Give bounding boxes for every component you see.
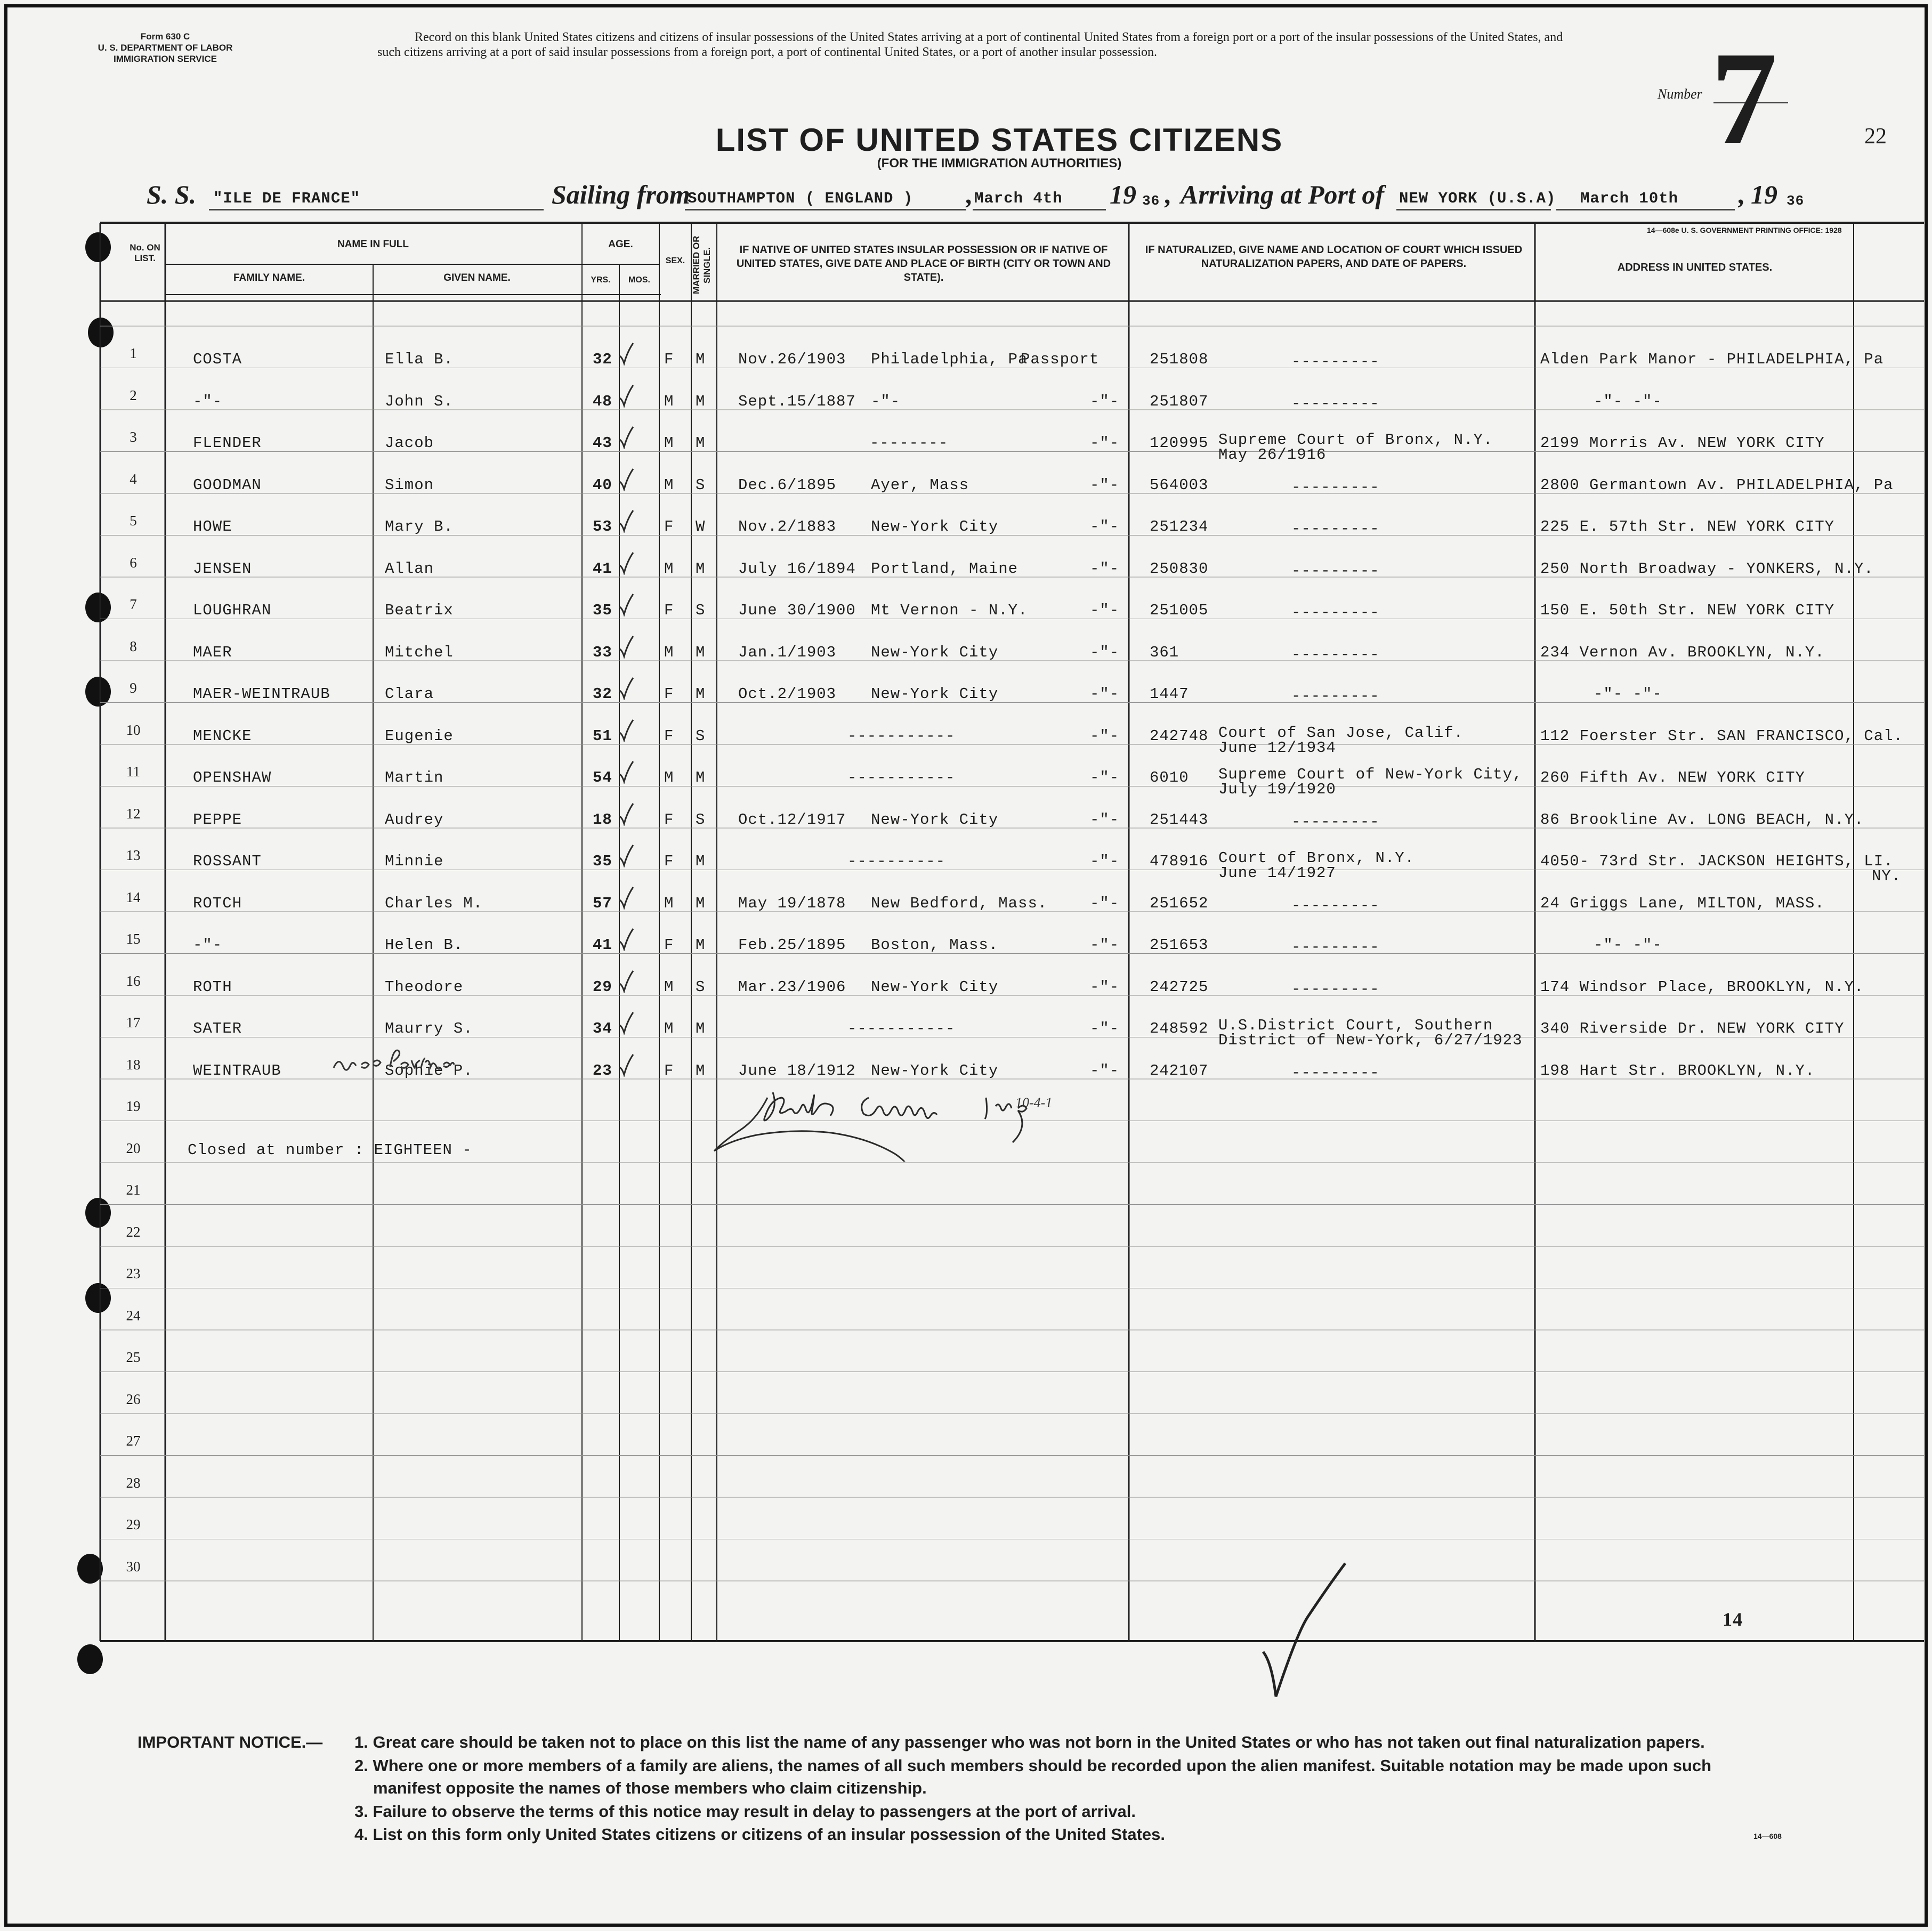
age-years: 34 bbox=[593, 1020, 612, 1037]
birth-date: Feb.25/1895 bbox=[738, 936, 846, 954]
age-years: 35 bbox=[593, 602, 612, 619]
passport-label: -"- bbox=[1090, 434, 1120, 452]
passport-label: -"- bbox=[1090, 853, 1120, 870]
given-name: Helen B. bbox=[385, 936, 464, 954]
sex: M bbox=[664, 643, 674, 661]
naturalization-none: --------- bbox=[1291, 938, 1380, 956]
birth-date: Oct.2/1903 bbox=[738, 685, 837, 703]
check-mark-icon bbox=[618, 592, 634, 616]
notice-heading: IMPORTANT NOTICE.— bbox=[138, 1733, 323, 1751]
sex: F bbox=[664, 810, 674, 829]
family-name: LOUGHRAN bbox=[193, 602, 272, 619]
check-mark-icon bbox=[618, 508, 634, 533]
age-years: 32 bbox=[593, 351, 612, 368]
sex: M bbox=[664, 1020, 674, 1037]
list-number: 7 bbox=[1711, 25, 1777, 172]
passport-label: -"- bbox=[1090, 602, 1120, 619]
header-name-in-full: NAME IN FULL bbox=[337, 239, 409, 250]
marital-status: M bbox=[696, 643, 706, 661]
given-name: Simon bbox=[385, 476, 434, 494]
naturalization-court: U.S.District Court, Southern bbox=[1218, 1017, 1493, 1034]
row-number: 4 bbox=[130, 470, 137, 487]
check-mark-icon bbox=[618, 1052, 634, 1077]
passport-label: -"- bbox=[1090, 810, 1120, 829]
passport-number: 564003 bbox=[1150, 476, 1209, 494]
given-name: Martin bbox=[385, 769, 444, 786]
approval-check-mark bbox=[1252, 1561, 1412, 1721]
row-number: 13 bbox=[126, 847, 141, 863]
naturalization-none: --------- bbox=[1291, 478, 1380, 496]
row-number: 26 bbox=[126, 1391, 141, 1407]
sex: M bbox=[664, 559, 674, 578]
family-name: COSTA bbox=[193, 351, 242, 368]
marital-status: S bbox=[696, 978, 706, 996]
passport-number: 242748 bbox=[1150, 727, 1209, 745]
passport-number: 251807 bbox=[1150, 392, 1209, 410]
address: 4050- 73rd Str. JACKSON HEIGHTS, LI. bbox=[1540, 853, 1894, 870]
birth-place: Ayer, Mass bbox=[871, 476, 969, 494]
passport-number: 120995 bbox=[1150, 434, 1209, 452]
address: 234 Vernon Av. BROOKLYN, N.Y. bbox=[1540, 643, 1825, 661]
signature-code: 10-4-1 bbox=[1015, 1095, 1053, 1110]
birth-date: Dec.6/1895 bbox=[738, 476, 837, 494]
closed-note: Closed at number : EIGHTEEN - bbox=[188, 1141, 472, 1159]
notice-item-1: 1. Great care should be taken not to place on this list the name of any passenger who was not born in the United States or who has not taken out final naturalization papers. bbox=[354, 1733, 1705, 1751]
arrival-year: 36 bbox=[1787, 193, 1805, 209]
manifest-page: Form 630 C U. S. DEPARTMENT OF LABOR IMMIGRATION SERVICE Record on this blank United States citizens and citizens of insular possessions of the United States arriving at a port of continental United States from a foreign port or a port of the insular possessions of the United States, and such citizens arriving at a port of said insular possessions from a foreign port, a port of continental United States, or a port of another insular possession. Number 7 22 LIST OF UNITED STATES CITIZENS (FOR THE IMMIGRATION AUTHORITIES) S. S. "ILE DE FRANCE" Sailing from SOUTHAMPTON ( ENGLAND ) , March 4th 19 36 , Arriving at Port of NEW YORK (U.S.A) March 10th , 19 36 14—608e U. S. GOVERNMENT PRINTING OFFICE: 1928 No. ON LIST. NAME IN FULL FAMILY NAME. GIVEN NAME. AGE. YRS. MOS. SEX. MARRIED OR SINGLE. IF NATIVE OF UNITED STATES INSULAR POSSESSION OR IF NATIVE OF UNITED STATES, GIVE DATE AND PLACE OF BIRTH (CITY OR TOWN AND STATE). IF NATURALIZED, GIVE NAME AND LOCATION OF COURT WHICH ISSUED NATURALIZATION PAPERS, AND DATE OF PAPERS. ADDRESS IN UNITED STATES. 1 2 3 4 5 6 7 8 9 10 11 12 13 14 15 16 17 18 19 20 21 22 23 24 25 26 27 28 29 30 COSTA Ella B. 32 F M Nov.26/1903 Philadelphia, Pa Passport 251808 --------- Alden Park Manor - PHILADELPHIA, Pa -"- John S. 48 M M Sept.15/1887 -"- -"- 251807 --------- -"- -"- FLENDER Jacob 43 M M -------- -"- 120995 Supreme Court of Bronx, N.Y. May 26/1916 2199 Morris Av. NEW YORK CITY GOODMAN Simon 40 M S Dec.6/1895 Ayer, Mass -"- 564003 --------- 2800 Germantown Av. PHILADELPHIA, Pa HOWE Mary B. 53 F W Nov.2/1883 New-York City -"- 251234 --------- 225 E. 57th Str. NEW YORK CITY JENSEN Allan 41 M M July 16/1894 Portland, Maine -"- 250830 --------- 250 North Broadway - YONKERS, N.Y. LOUGHRAN Beatrix 35 F S June 30/1900 Mt Vernon - N.Y. -"- 251005 --------- 150 E. 50th Str. NEW YORK CITY MAER Mitchel 33 M M Jan.1/1903 New-York City -"- 361 --------- 234 Vernon Av. BROOKLYN, N.Y. MAER-WEINTRAUB Clara 32 F M Oct.2/1903 New-York City -"- 1447 --------- -"- -"- MENCKE Eugenie 51 F S ----------- -"- 242748 Court of San Jose, Calif. June 12/1934 112 Foerster Str. SAN FRANCISCO, Cal. OPENSHAW Martin 54 M M ----------- -"- 6010 Supreme Court of New-York City, July 19/1920 260 Fifth Av. NEW YORK CITY PEPPE Audrey 18 F S Oct.12/1917 New-York City -"- 251443 --------- 86 Brookline Av. LONG BEACH, N.Y. ROSSANT Minnie 35 F M ---------- -"- 478916 Court of Bronx, N.Y. June 14/1927 4050- 73rd Str. JACKSON HEIGHTS, LI. NY. ROTCH Charles M. 57 M M May 19/1878 New Bedford, Mass. -"- 251652 --------- 24 Griggs Lane, MILTON, MASS. -"- Helen B. 41 F M Feb.25/1895 Boston, Mass. -"- 251653 --------- -"- -"- ROTH Theodore 29 M S Mar.23/1906 New-York City -"- 242725 --------- 174 Windsor Place, BROOKLYN, N.Y. SATER Maurry S. 34 M M ----------- -"- 248592 U.S.District Court, Southern District of New-York, 6/27/1923 340 Riverside Dr. NEW YORK CITY WEINTRAUB Sophie P. 23 F M June 18/1912 New-York City -"- 242107 --------- 198 Hart Str. BROOKLYN, N.Y. Closed at number : EIGHTEEN - 10-4-1 14 IMPORTANT NOTICE.— 1. Great care should be taken not to place on this list the name of any passenger who was not born in the United States or who has not taken out final naturalization papers. 2. Where one or more members of a family are aliens, the names of all such members should be recorded upon the alien manifest. Suitable notation may be made upon such manifest opposite the names of those members who claim citizenship. 3. Failure to observe the terms of this notice may result in delay to passengers at the port of arrival. 4. List on this form only United States citizens or citizens of an insular possession of the United States. 14—608 bbox=[0, 0, 1932, 1931]
sex: F bbox=[664, 602, 674, 619]
address: 340 Riverside Dr. NEW YORK CITY bbox=[1540, 1020, 1845, 1037]
address: 24 Griggs Lane, MILTON, MASS. bbox=[1540, 894, 1825, 912]
sex: F bbox=[664, 936, 674, 954]
row-number: 24 bbox=[126, 1307, 141, 1324]
passport-label: -"- bbox=[1090, 518, 1120, 536]
birth-place: -------- bbox=[870, 434, 949, 452]
age-years: 53 bbox=[593, 518, 612, 536]
row-number: 11 bbox=[126, 764, 140, 780]
birth-place: New-York City bbox=[871, 810, 999, 829]
marital-status: W bbox=[696, 518, 706, 536]
sex: M bbox=[664, 392, 674, 410]
row-number: 15 bbox=[126, 931, 141, 947]
marital-status: M bbox=[696, 351, 706, 368]
page-tally: 14 bbox=[1723, 1609, 1743, 1630]
print-code-bottom: 14—608 bbox=[1753, 1832, 1782, 1840]
family-name: MAER bbox=[193, 643, 232, 661]
marital-status: M bbox=[696, 936, 706, 954]
check-mark-icon bbox=[618, 843, 634, 867]
birth-date: Mar.23/1906 bbox=[738, 978, 846, 996]
naturalization-none: --------- bbox=[1291, 562, 1380, 580]
given-name: Maurry S. bbox=[385, 1020, 473, 1037]
naturalization-none: --------- bbox=[1291, 980, 1380, 998]
row-number: 6 bbox=[130, 554, 137, 571]
naturalization-none: --------- bbox=[1291, 1064, 1380, 1082]
birth-date: Jan.1/1903 bbox=[738, 643, 837, 661]
passport-number: 478916 bbox=[1150, 853, 1209, 870]
family-name: SATER bbox=[193, 1020, 242, 1037]
given-name: Minnie bbox=[385, 853, 444, 870]
row-number: 19 bbox=[126, 1098, 141, 1114]
notice-item-3: 3. Failure to observe the terms of this notice may result in delay to passengers at the port of arrival. bbox=[354, 1802, 1136, 1821]
family-name: PEPPE bbox=[193, 810, 242, 829]
naturalization-none: --------- bbox=[1291, 394, 1380, 412]
passport-number: 251005 bbox=[1150, 602, 1209, 619]
family-name: -"- bbox=[193, 936, 223, 954]
passport-label: -"- bbox=[1090, 685, 1120, 703]
birth-place: Boston, Mass. bbox=[871, 936, 999, 954]
row-number: 28 bbox=[126, 1474, 141, 1491]
birth-place: Mt Vernon - N.Y. bbox=[871, 602, 1028, 619]
given-name: Theodore bbox=[385, 978, 464, 996]
age-years: 18 bbox=[593, 810, 612, 829]
ss-label: S. S. bbox=[147, 180, 197, 209]
address: 250 North Broadway - YONKERS, N.Y. bbox=[1540, 559, 1874, 578]
given-name: Beatrix bbox=[385, 602, 454, 619]
birth-date: July 16/1894 bbox=[738, 559, 856, 578]
marital-status: M bbox=[696, 392, 706, 410]
header-yrs: YRS. bbox=[591, 275, 611, 285]
row-number: 18 bbox=[126, 1056, 141, 1073]
birth-place: Portland, Maine bbox=[871, 559, 1018, 578]
address: 225 E. 57th Str. NEW YORK CITY bbox=[1540, 518, 1835, 536]
inspector-signature bbox=[704, 1082, 1183, 1162]
passport-label: -"- bbox=[1090, 769, 1120, 786]
check-mark-icon bbox=[618, 718, 634, 742]
passport-label: -"- bbox=[1090, 559, 1120, 578]
naturalization-none: --------- bbox=[1291, 353, 1380, 370]
sex: M bbox=[664, 434, 674, 452]
given-name: Charles M. bbox=[385, 894, 483, 912]
address: 174 Windsor Place, BROOKLYN, N.Y. bbox=[1540, 978, 1864, 996]
marital-status: M bbox=[696, 559, 706, 578]
header-given-name: GIVEN NAME. bbox=[443, 272, 511, 283]
marital-status: M bbox=[696, 769, 706, 786]
birth-place: New-York City bbox=[871, 978, 999, 996]
header-naturalized: IF NATURALIZED, GIVE NAME AND LOCATION OF COURT WHICH ISSUED NATURALIZATION PAPERS, AND DATE OF PAPERS. bbox=[1145, 244, 1523, 270]
row-number: 25 bbox=[126, 1349, 141, 1365]
birth-place: New-York City bbox=[871, 518, 999, 536]
passport-label: -"- bbox=[1090, 392, 1120, 410]
given-name: Clara bbox=[385, 685, 434, 703]
passport-number: 6010 bbox=[1150, 769, 1189, 786]
given-name: Mitchel bbox=[385, 643, 454, 661]
notice-item-2-continued: manifest opposite the names of those members who claim citizenship. bbox=[373, 1779, 927, 1797]
passport-number: 251808 bbox=[1150, 351, 1209, 368]
sex: F bbox=[664, 727, 674, 745]
notice-item-4: 4. List on this form only United States citizens or citizens of an insular possession of the United States. bbox=[354, 1825, 1165, 1844]
sex: M bbox=[664, 978, 674, 996]
check-mark-icon bbox=[618, 341, 634, 366]
margin-handwritten-note bbox=[330, 1046, 458, 1078]
row-number: 21 bbox=[126, 1182, 141, 1198]
passport-label: -"- bbox=[1090, 936, 1120, 954]
marital-status: M bbox=[696, 1061, 706, 1080]
page-title: LIST OF UNITED STATES CITIZENS bbox=[715, 122, 1283, 158]
naturalization-date: June 12/1934 bbox=[1218, 739, 1336, 757]
family-name: ROTCH bbox=[193, 894, 242, 912]
birth-place: ----------- bbox=[847, 1020, 956, 1037]
naturalization-none: --------- bbox=[1291, 687, 1380, 705]
naturalization-date: District of New-York, 6/27/1923 bbox=[1218, 1032, 1523, 1049]
header-family-name: FAMILY NAME. bbox=[233, 272, 305, 283]
row-number: 5 bbox=[130, 513, 137, 529]
family-name: ROTH bbox=[193, 978, 232, 996]
family-name: GOODMAN bbox=[193, 476, 262, 494]
naturalization-none: --------- bbox=[1291, 813, 1380, 831]
sex: F bbox=[664, 518, 674, 536]
check-mark-icon bbox=[618, 634, 634, 659]
family-name: HOWE bbox=[193, 518, 232, 536]
marital-status: M bbox=[696, 853, 706, 870]
notice-item-2: 2. Where one or more members of a family are aliens, the names of all such members should be recorded upon the alien manifest. Suitable notation may be made upon such bbox=[354, 1756, 1712, 1775]
header-native: IF NATIVE OF UNITED STATES INSULAR POSSESSION OR IF NATIVE OF UNITED STATES, GIVE DATE AND PLACE OF BIRTH (CITY OR TOWN AND STATE). bbox=[736, 244, 1111, 283]
header-age: AGE. bbox=[608, 239, 633, 250]
given-name: Ella B. bbox=[385, 351, 454, 368]
marital-status: M bbox=[696, 685, 706, 703]
sex: M bbox=[664, 894, 674, 912]
arrival-year-prefix: 19 bbox=[1751, 180, 1777, 209]
address: 198 Hart Str. BROOKLYN, N.Y. bbox=[1540, 1061, 1815, 1080]
birth-place: ----------- bbox=[847, 769, 956, 786]
given-name: John S. bbox=[385, 392, 454, 410]
row-number: 2 bbox=[130, 387, 137, 403]
form-number: Form 630 C bbox=[140, 31, 190, 42]
marital-status: S bbox=[696, 727, 706, 745]
passport-label: -"- bbox=[1090, 1020, 1120, 1037]
passport-label: -"- bbox=[1090, 476, 1120, 494]
passport-number: 361 bbox=[1150, 643, 1179, 661]
check-mark-icon bbox=[618, 383, 634, 408]
address: 112 Foerster Str. SAN FRANCISCO, Cal. bbox=[1540, 727, 1903, 745]
arrival-date: March 10th bbox=[1580, 190, 1679, 207]
passport-label: -"- bbox=[1090, 978, 1120, 996]
birth-date: Sept.15/1887 bbox=[738, 392, 856, 410]
row-number: 8 bbox=[130, 638, 137, 654]
service-name: IMMIGRATION SERVICE bbox=[114, 54, 217, 64]
age-years: 40 bbox=[593, 476, 612, 494]
naturalization-date: July 19/1920 bbox=[1218, 781, 1336, 798]
passport-number: 251443 bbox=[1150, 810, 1209, 829]
address: -"- -"- bbox=[1594, 936, 1662, 954]
row-number: 16 bbox=[126, 972, 141, 989]
naturalization-court: Court of San Jose, Calif. bbox=[1218, 724, 1464, 742]
check-mark-icon bbox=[618, 885, 634, 910]
row-number: 10 bbox=[126, 721, 141, 738]
age-years: 57 bbox=[593, 894, 612, 912]
row-number: 29 bbox=[126, 1516, 141, 1532]
ship-name: "ILE DE FRANCE" bbox=[213, 190, 361, 207]
birth-date: June 18/1912 bbox=[738, 1061, 856, 1080]
family-name: -"- bbox=[193, 392, 223, 410]
passport-number: 251653 bbox=[1150, 936, 1209, 954]
birth-date: May 19/1878 bbox=[738, 894, 846, 912]
given-name: Jacob bbox=[385, 434, 434, 452]
passport-label: -"- bbox=[1090, 894, 1120, 912]
department-name: U. S. DEPARTMENT OF LABOR bbox=[98, 43, 233, 53]
address: 260 Fifth Av. NEW YORK CITY bbox=[1540, 769, 1805, 786]
birth-place: New Bedford, Mass. bbox=[871, 894, 1048, 912]
passport-number: 250830 bbox=[1150, 559, 1209, 578]
row-number: 7 bbox=[130, 596, 137, 612]
birth-date: Nov.26/1903 bbox=[738, 351, 846, 368]
naturalization-court: Supreme Court of New-York City, bbox=[1218, 766, 1523, 783]
naturalization-none: --------- bbox=[1291, 645, 1380, 663]
birth-place: New-York City bbox=[871, 643, 999, 661]
family-name: MENCKE bbox=[193, 727, 252, 745]
sailing-label: Sailing from bbox=[552, 180, 690, 209]
naturalization-court: Supreme Court of Bronx, N.Y. bbox=[1218, 431, 1493, 449]
row-number: 23 bbox=[126, 1265, 141, 1281]
arriving-label: Arriving at Port of bbox=[1181, 180, 1384, 209]
sex: F bbox=[664, 853, 674, 870]
family-name: ROSSANT bbox=[193, 853, 262, 870]
passport-number: 251652 bbox=[1150, 894, 1209, 912]
sex: M bbox=[664, 769, 674, 786]
birth-date: Nov.2/1883 bbox=[738, 518, 837, 536]
print-code-top: 14—608e U. S. GOVERNMENT PRINTING OFFICE: 1928 bbox=[1647, 226, 1842, 234]
sailing-year: 36 bbox=[1142, 193, 1160, 209]
header-address: ADDRESS IN UNITED STATES. bbox=[1617, 262, 1773, 273]
naturalization-date: June 14/1927 bbox=[1218, 864, 1336, 882]
check-mark-icon bbox=[618, 801, 634, 826]
naturalization-date: May 26/1916 bbox=[1218, 446, 1327, 464]
address: Alden Park Manor - PHILADELPHIA, Pa bbox=[1540, 351, 1884, 368]
sailing-year-prefix: 19 bbox=[1110, 180, 1136, 209]
address: 150 E. 50th Str. NEW YORK CITY bbox=[1540, 602, 1835, 619]
birth-place: ----------- bbox=[847, 727, 956, 745]
passport-number: 251234 bbox=[1150, 518, 1209, 536]
check-mark-icon bbox=[618, 759, 634, 784]
birth-place: New-York City bbox=[871, 1061, 999, 1080]
passport-number: 1447 bbox=[1150, 685, 1189, 703]
passport-label: Passport bbox=[1021, 351, 1100, 368]
age-years: 29 bbox=[593, 978, 612, 996]
birth-place: New-York City bbox=[871, 685, 999, 703]
address: -"- -"- bbox=[1594, 392, 1662, 410]
given-name: Audrey bbox=[385, 810, 444, 829]
age-years: 35 bbox=[593, 853, 612, 870]
age-years: 51 bbox=[593, 727, 612, 745]
passport-label: -"- bbox=[1090, 643, 1120, 661]
check-mark-icon bbox=[618, 1010, 634, 1035]
marital-status: M bbox=[696, 894, 706, 912]
address: 2199 Morris Av. NEW YORK CITY bbox=[1540, 434, 1825, 452]
sheet-number: 22 bbox=[1864, 124, 1887, 149]
birth-place: -"- bbox=[871, 392, 901, 410]
given-name: Sophie P. bbox=[385, 1061, 473, 1080]
age-years: 23 bbox=[593, 1061, 612, 1080]
passport-label: -"- bbox=[1090, 1061, 1120, 1080]
family-name: FLENDER bbox=[193, 434, 262, 452]
passport-label: -"- bbox=[1090, 727, 1120, 745]
page-subtitle: (FOR THE IMMIGRATION AUTHORITIES) bbox=[877, 156, 1122, 171]
naturalization-none: --------- bbox=[1291, 604, 1380, 621]
row-number: 3 bbox=[130, 429, 137, 445]
naturalization-none: --------- bbox=[1291, 520, 1380, 538]
given-name: Eugenie bbox=[385, 727, 454, 745]
naturalization-court: Court of Bronx, N.Y. bbox=[1218, 849, 1415, 867]
address: 2800 Germantown Av. PHILADELPHIA, Pa bbox=[1540, 476, 1894, 494]
check-mark-icon bbox=[618, 550, 634, 575]
address-continued: NY. bbox=[1872, 867, 1902, 885]
row-number: 17 bbox=[126, 1015, 141, 1031]
family-name: WEINTRAUB bbox=[193, 1061, 281, 1080]
row-number: 22 bbox=[126, 1223, 141, 1240]
address: -"- -"- bbox=[1594, 685, 1662, 703]
family-name: JENSEN bbox=[193, 559, 252, 578]
marital-status: M bbox=[696, 1020, 706, 1037]
age-years: 41 bbox=[593, 559, 612, 578]
row-number: 30 bbox=[126, 1558, 141, 1575]
family-name: MAER-WEINTRAUB bbox=[193, 685, 330, 703]
given-name: Mary B. bbox=[385, 518, 454, 536]
arrival-port: NEW YORK (U.S.A) bbox=[1399, 190, 1556, 207]
sex: F bbox=[664, 685, 674, 703]
birth-place: ---------- bbox=[847, 853, 946, 870]
row-number: 14 bbox=[126, 889, 141, 905]
age-years: 54 bbox=[593, 769, 612, 786]
number-label: Number bbox=[1658, 86, 1702, 102]
header-sex: SEX. bbox=[665, 256, 685, 265]
header-mos: MOS. bbox=[628, 275, 650, 285]
sailing-date: March 4th bbox=[974, 190, 1063, 207]
marital-status: S bbox=[696, 476, 706, 494]
row-number: 9 bbox=[130, 680, 137, 696]
age-years: 43 bbox=[593, 434, 612, 452]
passport-number: 242725 bbox=[1150, 978, 1209, 996]
age-years: 32 bbox=[593, 685, 612, 703]
check-mark-icon bbox=[618, 927, 634, 951]
birth-date: Oct.12/1917 bbox=[738, 810, 846, 829]
passport-number: 248592 bbox=[1150, 1020, 1209, 1037]
marital-status: S bbox=[696, 810, 706, 829]
check-mark-icon bbox=[618, 969, 634, 993]
sex: F bbox=[664, 351, 674, 368]
row-number: 1 bbox=[130, 345, 137, 361]
passport-number: 242107 bbox=[1150, 1061, 1209, 1080]
given-name: Allan bbox=[385, 559, 434, 578]
header-married-single: MARRIED OR SINGLE. bbox=[691, 236, 712, 295]
age-years: 33 bbox=[593, 643, 612, 661]
header-no-on-list: No. ON LIST. bbox=[130, 242, 160, 263]
naturalization-none: --------- bbox=[1291, 896, 1380, 914]
age-years: 41 bbox=[593, 936, 612, 954]
form-instructions: Record on this blank United States citizens and citizens of insular possessions of the United States arriving at a port of continental United States from a foreign port or a port of the insular possessions of the United States, and such citizens arriving at a port of said insular possessions from a foreign port, a port of continental United States, or a port of another insular possession. bbox=[377, 30, 1563, 59]
family-name: OPENSHAW bbox=[193, 769, 272, 786]
row-number: 12 bbox=[126, 805, 141, 822]
marital-status: M bbox=[696, 434, 706, 452]
check-mark-icon bbox=[618, 425, 634, 449]
row-number: 20 bbox=[126, 1140, 141, 1156]
birth-place: Philadelphia, Pa bbox=[871, 351, 1028, 368]
row-number: 27 bbox=[126, 1433, 141, 1449]
address: 86 Brookline Av. LONG BEACH, N.Y. bbox=[1540, 810, 1864, 829]
check-mark-icon bbox=[618, 467, 634, 491]
age-years: 48 bbox=[593, 392, 612, 410]
check-mark-icon bbox=[618, 676, 634, 700]
birth-date: June 30/1900 bbox=[738, 602, 856, 619]
sex: F bbox=[664, 1061, 674, 1080]
marital-status: S bbox=[696, 602, 706, 619]
sailing-port: SOUTHAMPTON ( ENGLAND ) bbox=[688, 190, 914, 207]
sex: M bbox=[664, 476, 674, 494]
